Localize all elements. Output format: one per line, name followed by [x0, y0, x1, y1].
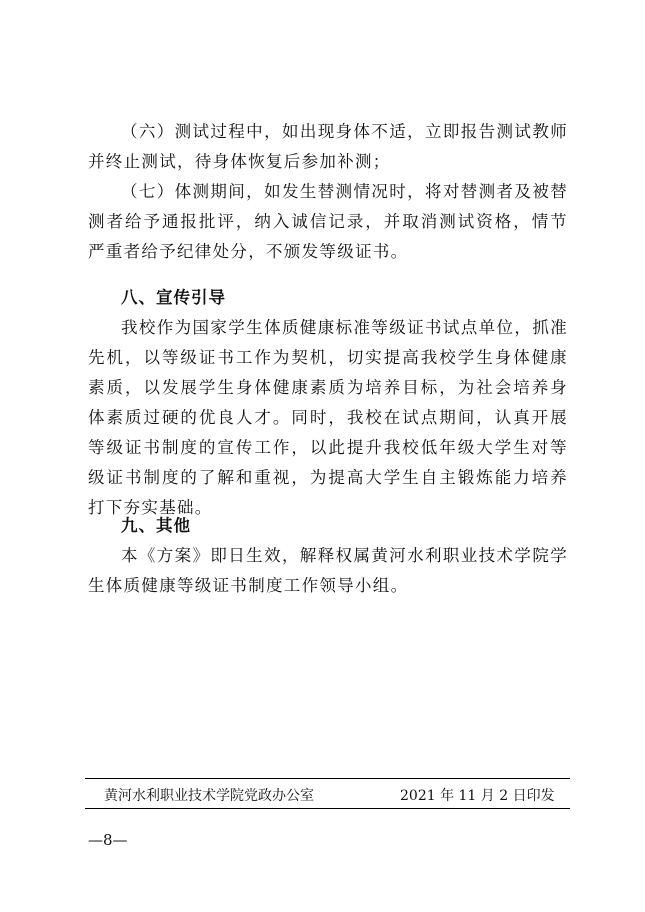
footer-bottom-rule: [85, 808, 570, 809]
page-number: —8—: [88, 831, 128, 849]
footer-top-rule: [85, 778, 570, 779]
footer-issuer: 黄河水利职业技术学院党政办公室: [104, 788, 314, 804]
section-heading-publicity: 八、宣传引导: [121, 288, 226, 307]
paragraph-item-7: （七）体测期间，如发生替测情况时，将对替测者及被替测者给予通报批评，纳入诚信记录，并取消测试资格，情节严重者给予纪律处分，不颁发等级证书。: [88, 182, 568, 261]
paragraph-item-6: （六）测试过程中，如出现身体不适，立即报告测试教师并终止测试，待身体恢复后参加补测；: [88, 122, 568, 171]
section-heading-other: 九、其他: [121, 516, 191, 535]
section-body-other: 本《方案》即日生效，解释权属黄河水利职业技术学院学生体质健康等级证书制度工作领导小组。: [88, 546, 568, 595]
footer-issue-date: 2021 年 11 月 2 日印发: [400, 788, 555, 804]
section-body-publicity: 我校作为国家学生体质健康标准等级证书试点单位，抓准先机，以等级证书工作为契机，切实提高我校学生身体健康素质，以发展学生身体健康素质为培养目标，为社会培养身体素质过硬的优良人才。同时，我校在试点期间，认真开展等级证书制度的宣传工作，以此提升我校低年级大学生对等级证书制度的了解和重视，为提高大学生自主锻炼能力培养打下夯实基础。: [88, 318, 568, 517]
